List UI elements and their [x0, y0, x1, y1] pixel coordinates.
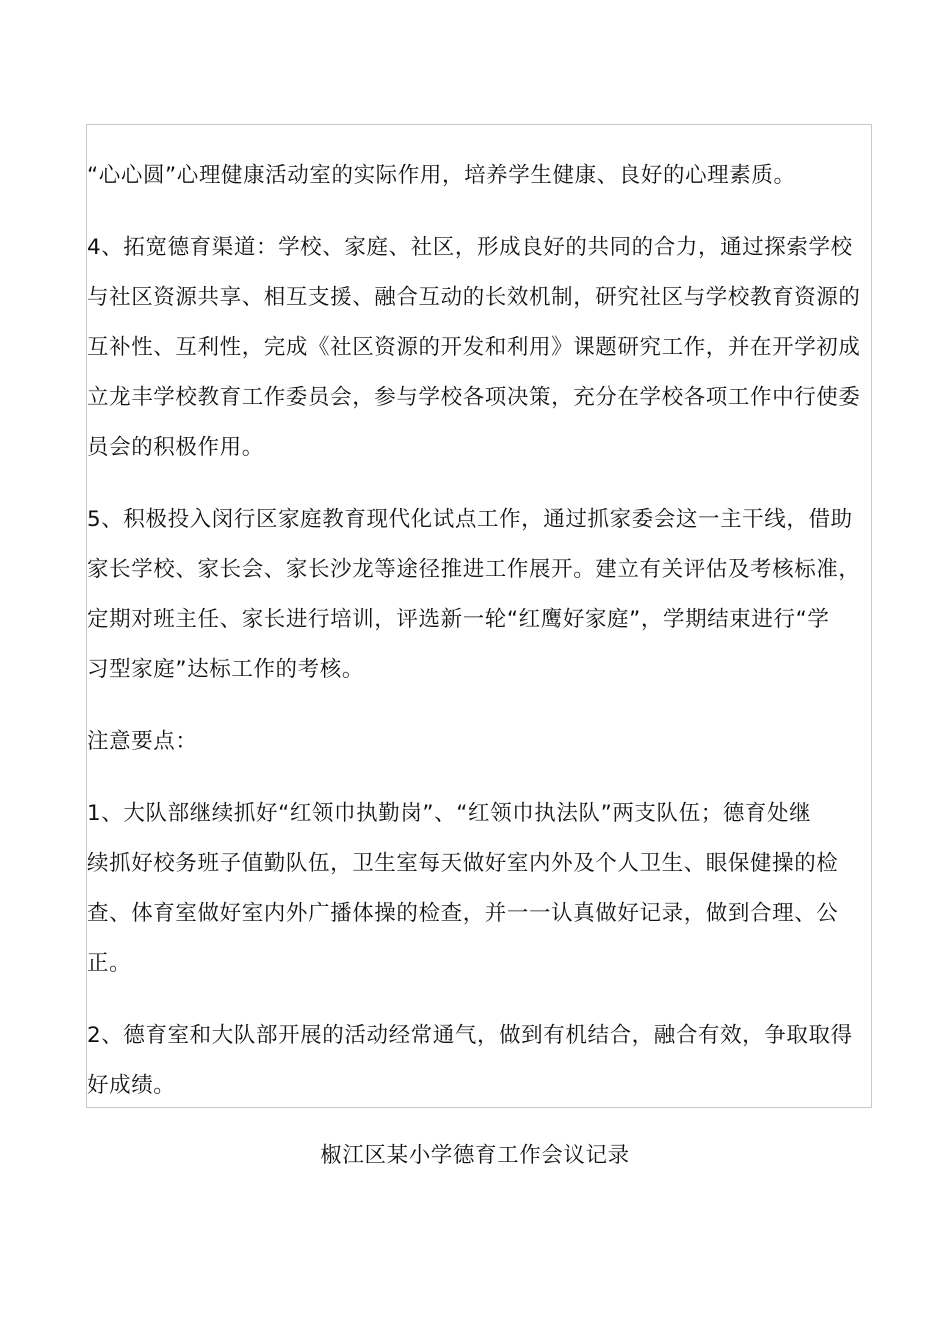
document-content-box — [86, 124, 872, 1108]
paragraph-psych-room: “心心圆”心理健康活动室的实际作用，培养学生健康、良好的心理素质。 — [87, 163, 796, 188]
paragraph-item-4-channels: 4、拓宽德育渠道：学校、家庭、社区，形成良好的共同的合力，通过探索学校 与社区资源共享、相互支援、融合互动的长效机制，研究社区与学校教育资源的 互补性、互利性，完成《社区资源的开发和利用》课题研究工作，并在开学初成 立龙丰学校教育工作委员会，参与学校各项决策，充分在学校各项工作中行使委 员会的积极作用。 — [87, 235, 861, 460]
paragraph-note-2: 2、德育室和大队部开展的活动经常通气，做到有机结合，融合有效，争取取得 好成绩。 — [87, 1023, 853, 1098]
document-footer-title: 椒江区某小学德育工作会议记录 — [320, 1143, 630, 1168]
notes-heading: 注意要点： — [87, 729, 198, 754]
paragraph-note-1: 1、大队部继续抓好“红领巾执勤岗”、“红领巾执法队”两支队伍；德育处继 续抓好校务班子值勤队伍，卫生室每天做好室内外及个人卫生、眼保健操的检 查、体育室做好室内外广播体操的检查，并一一认真做好记录，做到合理、公 正。 — [87, 801, 839, 976]
paragraph-item-5-family-education: 5、积极投入闵行区家庭教育现代化试点工作，通过抓家委会这一主干线，借助 家长学校、家长会、家长沙龙等途径推进工作展开。建立有关评估及考核标准， 定期对班主任、家长进行培训，评选新一轮“红鹰好家庭”，学期结束进行“学 习型家庭”达标工作的考核。 — [87, 507, 861, 682]
